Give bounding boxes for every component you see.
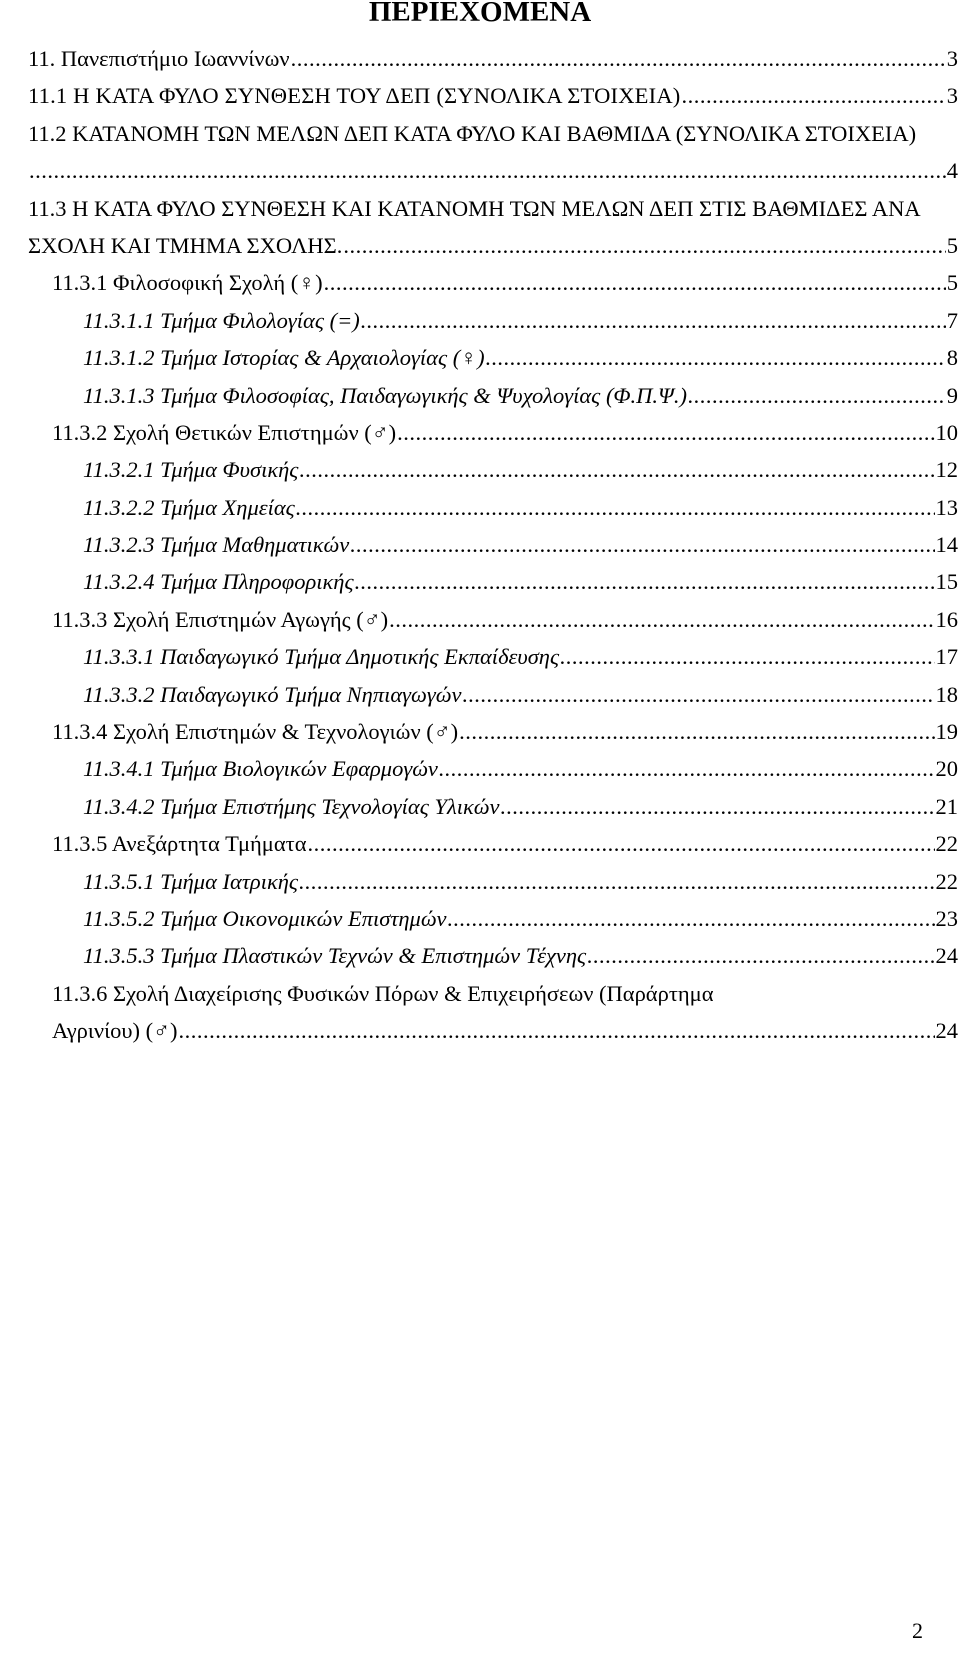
toc-entry-11-3-continuation[interactable] [28, 227, 958, 264]
toc-entry-11-3-5-1[interactable] [28, 863, 958, 900]
dot-leader [560, 638, 934, 675]
dot-leader [587, 937, 934, 974]
toc-entry-text: 11.3.4.2 Τμήμα Επιστήμης Τεχνολογίας Υλικών [83, 793, 500, 819]
toc-entry-text: 11.3.3 Σχολή Επιστημών Αγωγής (♂) [52, 606, 389, 632]
toc-page-number: 18 [935, 681, 958, 707]
toc-entry-11-3-1-2[interactable] [28, 339, 958, 376]
dot-leader [296, 489, 935, 526]
toc-entry-text: 11.3.5.2 Τμήμα Οικονομικών Επιστημών [83, 905, 447, 931]
toc-page-number: 5 [946, 270, 958, 296]
toc-entry-text: 11.3.2 Σχολή Θετικών Επιστημών (♂) [52, 419, 397, 445]
dot-leader [29, 152, 946, 189]
dot-leader [439, 750, 935, 787]
toc-page-number: 14 [935, 532, 958, 558]
toc-page-number: 12 [935, 457, 958, 483]
dot-leader [448, 900, 935, 937]
dot-leader [462, 676, 934, 713]
toc-entry-text: 11.3.5.1 Τμήμα Ιατρικής [83, 868, 299, 894]
toc-entry-11-3-2[interactable] [28, 414, 958, 451]
toc-entry-text: 11.3 Η ΚΑΤΑ ΦΥΛΟ ΣΥΝΘΕΣΗ ΚΑΙ ΚΑΤΑΝΟΜΗ ΤΩΝ ΜΕΛΩΝ ΔΕΠ ΣΤΙΣ ΒΑΘΜΙΔΕΣ ΑΝΑ [28, 195, 921, 221]
toc-entry-11[interactable] [28, 40, 958, 77]
dot-leader [500, 788, 934, 825]
dot-leader [486, 339, 946, 376]
toc-entry-text: 11.3.2.1 Τμήμα Φυσικής [83, 457, 299, 483]
toc-entry-text: 11.3.2.2 Τμήμα Χημείας [83, 494, 295, 520]
toc-entry-11-3-4-1[interactable] [28, 750, 958, 787]
toc-page-number: 21 [935, 793, 958, 819]
toc-entry-11-3-2-4[interactable] [28, 563, 958, 600]
toc-entry-text: 11.1 Η ΚΑΤΑ ΦΥΛΟ ΣΥΝΘΕΣΗ ΤΟΥ ΔΕΠ (ΣΥΝΟΛΙΚΑ ΣΤΟΙΧΕΙΑ) [28, 83, 681, 109]
toc-entry-text: 11. Πανεπιστήμιο Ιωαννίνων [28, 46, 290, 71]
toc-entry-11-3-5[interactable] [28, 825, 958, 862]
dot-leader [361, 302, 946, 339]
toc-entry-11-3-1[interactable] [28, 264, 958, 301]
toc-page-number: 10 [935, 419, 958, 445]
toc-entry-11-3-4-2[interactable] [28, 788, 958, 825]
dot-leader [688, 377, 946, 414]
toc-page-number: 22 [935, 868, 958, 894]
toc-entry-11-3-5-2[interactable] [28, 900, 958, 937]
dot-leader [459, 713, 934, 750]
dot-leader [308, 825, 935, 862]
toc-entry-11-3-3[interactable] [28, 601, 958, 638]
toc-entry-11-3[interactable] [28, 190, 958, 227]
toc-page-number: 23 [935, 905, 958, 931]
toc-entry-text: 11.3.1.3 Τμήμα Φιλοσοφίας, Παιδαγωγικής & Ψυχολογίας (Φ.Π.Ψ.) [83, 382, 687, 408]
toc-entry-11-3-3-1[interactable] [28, 638, 958, 675]
dot-leader [681, 77, 945, 114]
toc-entry-11-2-continuation[interactable] [28, 152, 958, 189]
toc-page-number: 17 [935, 644, 958, 670]
toc-entry-text: 11.3.2.3 Τμήμα Μαθηματικών [83, 532, 350, 558]
toc-entry-text: 11.3.1.1 Τμήμα Φιλολογίας (=) [83, 307, 360, 333]
toc-page-number: 9 [946, 382, 958, 408]
toc-entry-11-3-2-3[interactable] [28, 526, 958, 563]
toc-entry-11-3-3-2[interactable] [28, 676, 958, 713]
toc-page-number: 19 [935, 719, 958, 745]
toc-entry-text: 11.3.3.2 Παιδαγωγικό Τμήμα Νηπιαγωγών [83, 681, 462, 707]
toc-entry-text-continued: Αγρινίου) (♂) [52, 1018, 178, 1044]
dot-leader [179, 1012, 935, 1049]
toc-entry-11-3-6-continuation[interactable] [28, 1012, 958, 1049]
toc-entry-11-3-5-3[interactable] [28, 937, 958, 974]
toc-page-number: 24 [935, 943, 958, 969]
toc-entry-text: 11.3.3.1 Παιδαγωγικό Τμήμα Δημοτικής Εκπαίδευσης [83, 644, 560, 670]
toc-entry-text: 11.3.1 Φιλοσοφική Σχολή (♀) [52, 270, 323, 296]
dot-leader [389, 601, 934, 638]
toc-entry-text: 11.3.2.4 Τμήμα Πληροφορικής [83, 569, 354, 595]
toc-page-number: 7 [946, 307, 958, 333]
toc-page-number: 22 [935, 831, 958, 857]
toc-entry-11-1[interactable] [28, 77, 958, 114]
toc-page-number: 15 [935, 569, 958, 595]
dot-leader [343, 227, 945, 264]
toc-entry-11-3-2-1[interactable] [28, 451, 958, 488]
dot-leader [324, 264, 946, 301]
toc-entry-text: 11.3.4 Σχολή Επιστημών & Τεχνολογιών (♂) [52, 719, 459, 745]
toc-entry-text: 11.3.4.1 Τμήμα Βιολογικών Εφαρμογών [83, 756, 438, 782]
dot-leader [355, 563, 935, 600]
toc-entry-11-3-2-2[interactable] [28, 489, 958, 526]
toc-page-number: 13 [935, 494, 958, 520]
toc-entry-text: 11.3.6 Σχολή Διαχείρισης Φυσικών Πόρων & Επιχειρήσεων (Παράρτημα [52, 980, 714, 1006]
toc-page-number: 3 [946, 83, 958, 109]
toc-entry-11-3-1-3[interactable] [28, 377, 958, 414]
toc-page-number: 5 [946, 232, 958, 258]
toc-entry-text: 11.3.1.2 Τμήμα Ιστορίας & Αρχαιολογίας (♀) [83, 345, 485, 371]
table-of-contents [28, 40, 958, 1050]
toc-page-number: 20 [935, 756, 958, 782]
toc-entry-text: 11.3.5.3 Τμήμα Πλαστικών Τεχνών & Επιστημών Τέχνης [83, 943, 587, 969]
toc-entry-11-3-6[interactable] [28, 975, 958, 1012]
toc-entry-11-2[interactable] [28, 115, 958, 152]
page-number: 2 [912, 1618, 923, 1643]
page-title: ΠΕΡΙΕΧΟΜΕΝΑ [368, 0, 592, 28]
dot-leader [299, 451, 934, 488]
toc-page-number: 16 [935, 606, 958, 632]
dot-leader [350, 526, 934, 563]
dot-leader [299, 863, 934, 900]
toc-entry-text-continued: ΣΧΟΛΗ ΚΑΙ ΤΜΗΜΑ ΣΧΟΛΗΣ. [28, 232, 343, 258]
toc-page-number: 4 [946, 158, 958, 184]
toc-entry-text: 11.3.5 Ανεξάρτητα Τμήματα [52, 831, 307, 857]
toc-page-number: 24 [935, 1018, 958, 1044]
toc-page-number: 8 [946, 345, 958, 371]
dot-leader [397, 414, 934, 451]
toc-entry-11-3-4[interactable] [28, 713, 958, 750]
dot-leader [291, 40, 946, 77]
toc-page-number: 3 [946, 46, 958, 71]
toc-entry-11-3-1-1[interactable] [28, 302, 958, 339]
toc-entry-text: 11.2 ΚΑΤΑΝΟΜΗ ΤΩΝ ΜΕΛΩΝ ΔΕΠ ΚΑΤΑ ΦΥΛΟ ΚΑΙ ΒΑΘΜΙΔΑ (ΣΥΝΟΛΙΚΑ ΣΤΟΙΧΕΙΑ) [28, 120, 917, 146]
